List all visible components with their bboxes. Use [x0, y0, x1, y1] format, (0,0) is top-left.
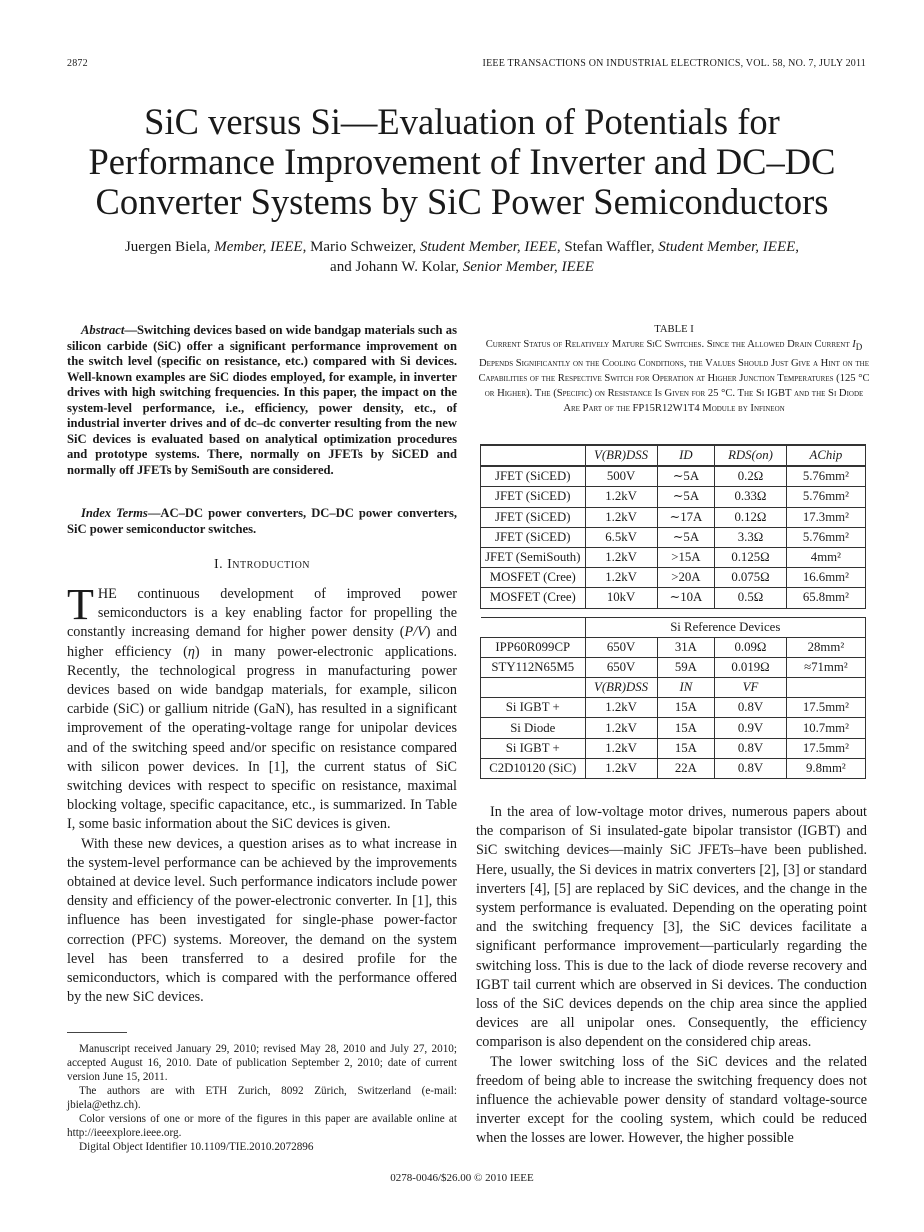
- table-header-cell: [481, 445, 586, 466]
- journal-header: IEEE TRANSACTIONS ON INDUSTRIAL ELECTRONICS, VOL. 58, NO. 7, JULY 2011: [482, 58, 866, 69]
- table-row: [481, 698, 866, 718]
- table-cell: ≈71mm²: [786, 657, 865, 677]
- table-cell: 1.2kV: [585, 568, 657, 588]
- table-row: [481, 568, 866, 588]
- table-cell: 0.019Ω: [715, 657, 787, 677]
- footnote: The authors are with ETH Zurich, 8092 Zürich, Switzerland (e-mail: jbiela@ethz.ch).: [67, 1085, 457, 1111]
- table-cell: 0.33Ω: [715, 487, 787, 507]
- table-header-cell: [786, 678, 865, 698]
- table-cell: 5.76mm²: [786, 466, 865, 487]
- table-cell: 15A: [657, 738, 715, 758]
- table-cell: JFET (SiCED): [481, 507, 586, 527]
- table-caption: [476, 322, 872, 416]
- table-cell: 0.125Ω: [715, 547, 787, 567]
- right-column-body: [476, 803, 867, 1149]
- table-row: [481, 637, 866, 657]
- index-terms-text: —AC–DC power converters, DC–DC power converters, SiC power semiconductor switches.: [67, 506, 457, 536]
- abstract: [67, 323, 457, 478]
- table-cell: ∼5A: [657, 466, 715, 487]
- page-number: 2872: [67, 58, 88, 69]
- paragraph-text: ) in many power-electronic applications. Recently, the technological progress in manufacturing power devices based on wide bandgap materials, for example, silicon carbide (SiC) or gallium nitride (GaN), has resulted in a significant improvement of the operating-voltage range for unipolar devices and of the switching speed and/or specific on resistance compared with silicon power devices. In [1], the current status of SiC switching devices with respect to specific on resistance, maximal blocking voltage, specific capacitance, etc., is summarized. In Table I, some basic information about the SiC devices is given.: [67, 643, 458, 833]
- paragraph: With these new devices, a question arises as to what increase in the system-level performance can be achieved by the improvements obtained at device level. Such performance indicators include power density and efficiency of the power-electronic converter. In [1], this influence has been investigated for single-phase power-factor correction (PFC) systems. Moreover, the demand on the system level has been transferred to a desired profile for the semiconductors, which is compared with the performance offered by the new SiC devices.: [67, 835, 457, 1006]
- table-cell: 17.5mm²: [786, 698, 865, 718]
- copyright-footer: 0278-0046/$26.00 © 2010 IEEE: [390, 1172, 534, 1184]
- author-role: Student Member, IEEE: [658, 239, 796, 255]
- table-cell: 28mm²: [786, 637, 865, 657]
- table-cell: Si IGBT +: [481, 738, 586, 758]
- paragraph-text: HE continuous development of improved power semiconductors is a key enabling factor for propelling the constantly increasing demand for higher power density (: [67, 586, 457, 641]
- table-cell: 0.075Ω: [715, 568, 787, 588]
- paragraph-text: ) and higher efficiency (: [67, 624, 457, 660]
- table-cell: 16.6mm²: [786, 568, 865, 588]
- table-row: [481, 718, 866, 738]
- table-cell: JFET (SemiSouth): [481, 547, 586, 567]
- table-cell: 59A: [657, 657, 715, 677]
- footnote-divider: [67, 1032, 127, 1033]
- title-line: Converter Systems by SiC Power Semiconductors: [95, 181, 829, 222]
- table-caption-text: Current Status of Relatively Mature SiC Switches. Since the Allowed Drain Current $I_D$ Depends Significantly on the Cooling Conditions, the Values Should Just Give a Hint on the Capabilities of the Respective Switch for Operation at Higher Junction Temperatures (125 °C or Higher). The (Specific) on Resistance Is Given for 25 °C. The Si IGBT and the Si Diode Are Part of the FP15R12W1T4 Module by Infineon: [478, 339, 870, 415]
- table-cell: 3.3Ω: [715, 527, 787, 547]
- table-cell: 17.5mm²: [786, 738, 865, 758]
- table-cell: 6.5kV: [585, 527, 657, 547]
- table-cell: 15A: [657, 698, 715, 718]
- paragraph: [67, 580, 458, 835]
- table-row: [481, 588, 866, 608]
- table-header-row: [481, 445, 866, 466]
- author-role: Senior Member, IEEE: [462, 259, 594, 275]
- table-cell: 650V: [585, 637, 657, 657]
- table-header-cell: ID: [657, 445, 715, 466]
- table-cell: 0.8V: [715, 698, 787, 718]
- author-role: Member, IEEE: [214, 239, 303, 255]
- table-section-row: [481, 617, 866, 637]
- drop-cap: T: [67, 580, 94, 629]
- table-cell: JFET (SiCED): [481, 487, 586, 507]
- introduction-body: [67, 580, 458, 1007]
- table-cell: 500V: [585, 466, 657, 487]
- table-cell: MOSFET (Cree): [481, 568, 586, 588]
- device-table: [480, 444, 866, 779]
- table-cell: Si Diode: [481, 718, 586, 738]
- footnote: Digital Object Identifier 10.1109/TIE.2010.2072896: [79, 1141, 314, 1153]
- table-row: [481, 466, 866, 487]
- table-row: [481, 527, 866, 547]
- table-cell: 5.76mm²: [786, 527, 865, 547]
- table-cell: 31A: [657, 637, 715, 657]
- paragraph: In the area of low-voltage motor drives, numerous papers about the comparison of Si insulated-gate bipolar transistor (IGBT) and SiC switching devices—mainly SiC JFETs–have been published. Here, usually, the Si devices in matrix converters [2], [3] or standard inverters [4], [5] are replaced by SiC devices, and the change in the system performance is evaluated. Depending on the operating point and the switching frequency [3], the SiC devices facilitate a significant performance improvement—particularly regarding the switching loss. This is due to the lack of diode reverse recovery and IGBT tail current which are observed in Si devices. The conduction loss of the SiC devices depends on the chip area since the applied devices are all unipolar ones. Consequently, the efficiency comparison is also dependent on the considered chip areas.: [476, 804, 867, 1051]
- table-cell: 0.8V: [715, 758, 787, 778]
- table-label: TABLE I: [654, 324, 694, 335]
- table-row: [481, 657, 866, 677]
- table-cell: ∼5A: [657, 487, 715, 507]
- table-row: [481, 547, 866, 567]
- table-row: [481, 738, 866, 758]
- table-cell: Si IGBT +: [481, 698, 586, 718]
- table-cell: 0.12Ω: [715, 507, 787, 527]
- paragraph: The lower switching loss of the SiC devices and the related freedom of being able to increase the switching frequency does not influence the achievable power density of standard voltage-source inverter except for the cooling system, which could be reduced when the losses are lower. However, the higher possible: [476, 1053, 867, 1147]
- table-header-cell: V(BR)DSS: [585, 678, 657, 698]
- table-cell: 650V: [585, 657, 657, 677]
- table-cell: 5.76mm²: [786, 487, 865, 507]
- table-row: [481, 758, 866, 778]
- abstract-text: —Switching devices based on wide bandgap materials such as silicon carbide (SiC) offer a significant performance improvement on the switch level (specific on resistance, etc.) compared with Si devices. Well-known examples are SiC diodes employed, for example, in inverter drives with high switching frequencies. In this paper, the impact on the system-level performance, i.e., efficiency, power density, etc., of industrial inverter drives and of dc–dc converter resulting from the new SiC devices is evaluated based on analytical optimization procedures and prototype systems. There, normally on JFETs by SiCED and normally off JFETs by SemiSouth are considered.: [67, 323, 457, 477]
- table-row: [481, 507, 866, 527]
- author-name: Mario Schweizer,: [310, 239, 420, 255]
- index-terms-label: Index Terms: [81, 506, 148, 520]
- table-cell: 1.2kV: [585, 718, 657, 738]
- table-cell: 9.8mm²: [786, 758, 865, 778]
- table-row: [481, 487, 866, 507]
- table-header-cell: VF: [715, 678, 787, 698]
- table-header-cell: RDS(on): [715, 445, 787, 466]
- table-cell: 1.2kV: [585, 738, 657, 758]
- author-name: Stefan Waffler,: [564, 239, 659, 255]
- table-cell: 0.5Ω: [715, 588, 787, 608]
- table-cell: JFET (SiCED): [481, 527, 586, 547]
- table-cell: ∼10A: [657, 588, 715, 608]
- table-cell: 1.2kV: [585, 758, 657, 778]
- math-symbol: P/V: [404, 624, 426, 641]
- table-cell: 4mm²: [786, 547, 865, 567]
- table-cell: 65.8mm²: [786, 588, 865, 608]
- table-cell: ∼5A: [657, 527, 715, 547]
- table-cell: 0.8V: [715, 738, 787, 758]
- table-cell: 15A: [657, 718, 715, 738]
- table-cell: >20A: [657, 568, 715, 588]
- title-line: SiC versus Si—Evaluation of Potentials for: [144, 101, 780, 142]
- author-name: Juergen Biela,: [124, 239, 215, 255]
- footnote: Color versions of one or more of the figures in this paper are available online at http://ieeexplore.ieee.org.: [67, 1113, 457, 1139]
- table-header-cell: AChip: [786, 445, 865, 466]
- table-cell: IPP60R099CP: [481, 637, 586, 657]
- paper-title: [40, 102, 884, 222]
- author-name: and Johann W. Kolar,: [330, 259, 463, 275]
- section-title: I. Introduction: [213, 557, 311, 572]
- title-line: Performance Improvement of Inverter and DC–DC: [88, 141, 836, 182]
- table-cell: 0.2Ω: [715, 466, 787, 487]
- table-header-row: [481, 678, 866, 698]
- table-cell: >15A: [657, 547, 715, 567]
- footnotes: [67, 1042, 457, 1154]
- author-role: Student Member, IEEE: [419, 239, 557, 255]
- table-cell: STY112N65M5: [481, 657, 586, 677]
- table-cell: JFET (SiCED): [481, 466, 586, 487]
- index-terms: [67, 506, 457, 537]
- table-cell: 17.3mm²: [786, 507, 865, 527]
- table-cell: MOSFET (Cree): [481, 588, 586, 608]
- table-cell: 22A: [657, 758, 715, 778]
- table-cell: 1.2kV: [585, 507, 657, 527]
- abstract-label: Abstract: [81, 323, 125, 337]
- author-list: Juergen Biela, Member, IEEE, Mario Schweizer, Student Member, IEEE, Stefan Waffler, Student Member, IEEE, and Johann W. Kolar, Senior Member, IEEE: [124, 239, 800, 275]
- table-header-cell: V(BR)DSS: [585, 445, 657, 466]
- table-cell: 0.9V: [715, 718, 787, 738]
- table-cell: 1.2kV: [585, 487, 657, 507]
- footnote: Manuscript received January 29, 2010; revised May 28, 2010 and July 27, 2010; accepted August 16, 2010. Date of publication September 2, 2010; date of current version June 15, 2011.: [67, 1043, 457, 1083]
- table-cell: 10.7mm²: [786, 718, 865, 738]
- table-cell: 1.2kV: [585, 547, 657, 567]
- table-header-cell: [481, 678, 586, 698]
- table-cell: 1.2kV: [585, 698, 657, 718]
- table-cell: 0.09Ω: [715, 637, 787, 657]
- table-spacer: [481, 608, 866, 617]
- table-cell: 10kV: [585, 588, 657, 608]
- table-section-label: Si Reference Devices: [585, 617, 865, 637]
- table-cell: C2D10120 (SiC): [481, 758, 586, 778]
- table-header-cell: IN: [657, 678, 715, 698]
- table-cell: ∼17A: [657, 507, 715, 527]
- math-symbol: η: [187, 643, 195, 660]
